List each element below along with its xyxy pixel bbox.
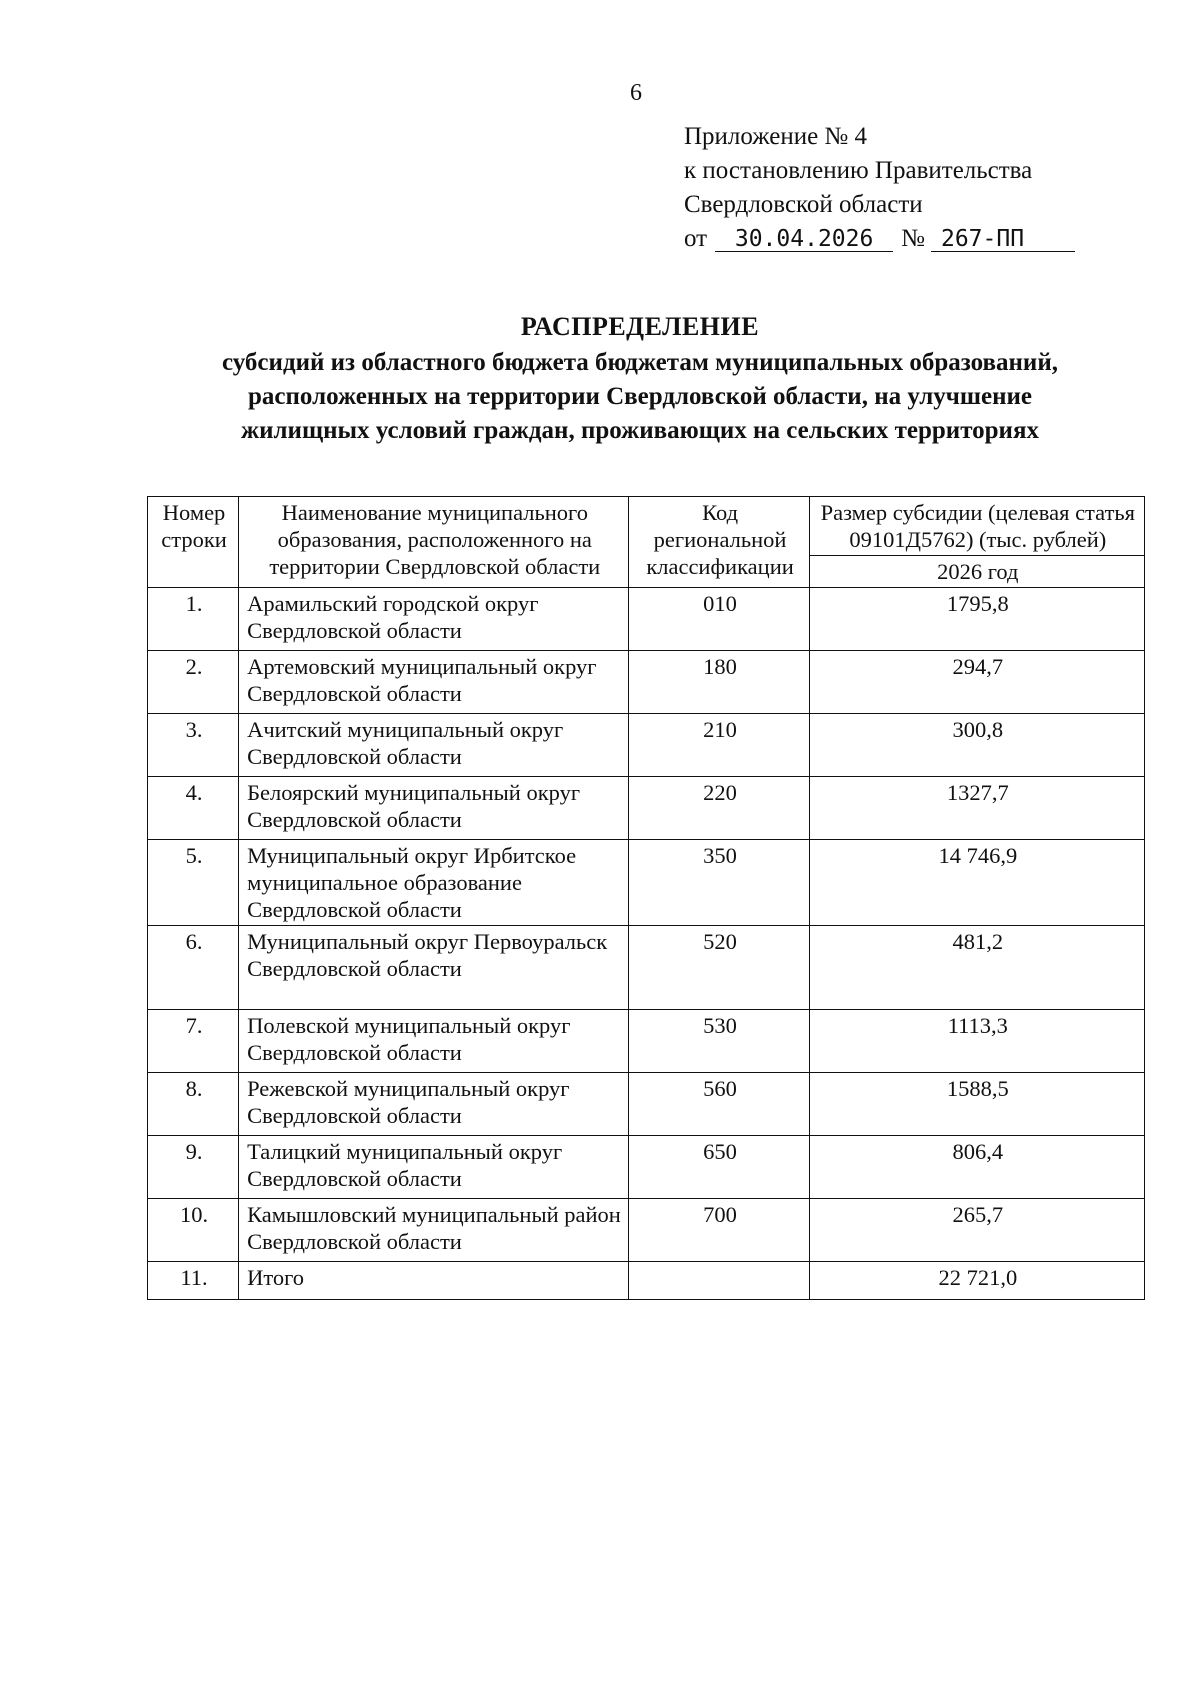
table-row (148, 777, 1145, 840)
appendix-title: Приложение № 4 (684, 123, 868, 150)
appendix-reference: к постановлению Правительства (684, 157, 1033, 184)
document-title (150, 308, 1130, 448)
row-num: 3. (148, 714, 239, 777)
header-num: Номер строки (148, 497, 239, 588)
distribution-table (147, 496, 1145, 1300)
row-amount: 300,8 (809, 714, 1144, 777)
row-amount: 806,4 (809, 1136, 1144, 1199)
header-amount: Размер субсидии (целевая статья 09101Д5762) (тыс. рублей) (809, 497, 1144, 556)
row-name: Талицкий муниципальный округ Свердловской области (239, 1136, 629, 1199)
row-name: Итого (239, 1262, 629, 1300)
row-amount: 1795,8 (809, 588, 1144, 651)
row-name: Полевской муниципальный округ Свердловской области (239, 1010, 629, 1073)
row-code: 530 (629, 1010, 809, 1073)
table-row (148, 1199, 1145, 1262)
row-amount: 14 746,9 (809, 840, 1144, 926)
row-code: 520 (629, 926, 809, 1010)
row-code: 180 (629, 651, 809, 714)
resolution-number: 267-ПП (931, 227, 1075, 252)
row-amount: 22 721,0 (809, 1262, 1144, 1300)
row-amount: 265,7 (809, 1199, 1144, 1262)
row-name: Муниципальный округ Ирбитское муниципальное образование Свердловской области (239, 840, 629, 926)
appendix-block (684, 120, 1075, 256)
row-num: 6. (148, 926, 239, 1010)
header-year: 2026 год (809, 556, 1144, 588)
row-name: Муниципальный округ Первоуральск Свердловской области (239, 926, 629, 1010)
row-name: Арамильский городской округ Свердловской области (239, 588, 629, 651)
row-code: 350 (629, 840, 809, 926)
row-num: 4. (148, 777, 239, 840)
row-num: 10. (148, 1199, 239, 1262)
table-row (148, 588, 1145, 651)
row-num: 2. (148, 651, 239, 714)
row-name: Ачитский муниципальный округ Свердловской области (239, 714, 629, 777)
row-code: 560 (629, 1073, 809, 1136)
row-code: 700 (629, 1199, 809, 1262)
row-amount: 481,2 (809, 926, 1144, 1010)
row-amount: 1113,3 (809, 1010, 1144, 1073)
title-line-1: субсидий из областного бюджета бюджетам муниципальных образований, (222, 349, 1058, 376)
table-row (148, 840, 1145, 926)
row-num: 7. (148, 1010, 239, 1073)
row-amount: 1327,7 (809, 777, 1144, 840)
from-label: от (684, 225, 708, 252)
row-num: 8. (148, 1073, 239, 1136)
row-num: 5. (148, 840, 239, 926)
row-code: 650 (629, 1136, 809, 1199)
title-line-2: расположенных на территории Свердловской области, на улучшение (248, 383, 1032, 410)
appendix-region: Свердловской области (684, 191, 923, 218)
row-name: Камышловский муниципальный район Свердловской области (239, 1199, 629, 1262)
page-number: 6 (630, 80, 642, 106)
row-name: Белоярский муниципальный округ Свердловской области (239, 777, 629, 840)
row-name: Артемовский муниципальный округ Свердловской области (239, 651, 629, 714)
row-name: Режевской муниципальный округ Свердловской области (239, 1073, 629, 1136)
row-code: 010 (629, 588, 809, 651)
row-num: 11. (148, 1262, 239, 1300)
row-code: 210 (629, 714, 809, 777)
title-main: РАСПРЕДЕЛЕНИЕ (520, 312, 760, 341)
table-row (148, 926, 1145, 1010)
table-row (148, 1010, 1145, 1073)
row-num: 9. (148, 1136, 239, 1199)
header-name: Наименование муниципального образования, расположенного на территории Свердловской области (239, 497, 629, 588)
row-num: 1. (148, 588, 239, 651)
number-label: № (901, 225, 925, 252)
appendix-date-line (684, 222, 1075, 256)
table-row (148, 651, 1145, 714)
table-row-total (148, 1262, 1145, 1300)
row-code: 220 (629, 777, 809, 840)
row-amount: 1588,5 (809, 1073, 1144, 1136)
table-row (148, 1136, 1145, 1199)
resolution-date: 30.04.2026 (715, 227, 893, 252)
row-amount: 294,7 (809, 651, 1144, 714)
title-line-3: жилищных условий граждан, проживающих на сельских территориях (241, 417, 1039, 444)
table-row (148, 1073, 1145, 1136)
header-code: Код региональной классификации (629, 497, 809, 588)
table-row (148, 714, 1145, 777)
row-code (629, 1262, 809, 1300)
